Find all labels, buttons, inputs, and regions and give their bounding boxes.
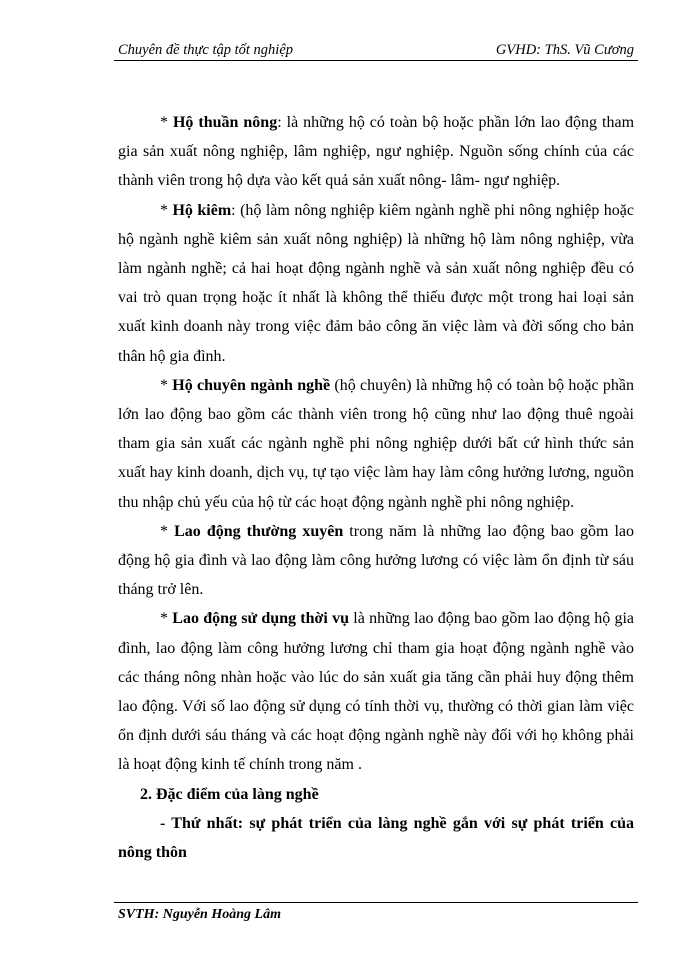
header-course-title: Chuyên đề thực tập tốt nghiệp — [118, 42, 294, 58]
paragraph-ho-chuyen: * Hộ chuyên ngành nghề (hộ chuyên) là những hộ có toàn bộ hoặc phần lớn lao động bao gồm các thành viên trong hộ cũng như lao động thuê ngoài tham gia sản xuất các ngành nghề phi nông nghiệp dưới bất cứ hình thức sản xuất hay kinh doanh, dịch vụ, tự tạo việc làm hay làm công hưởng lương, nguồn thu nhập chủ yếu của hộ từ các hoạt động ngành nghề phi nông nghiệp. — [118, 376, 635, 511]
page-footer — [114, 902, 638, 922]
document-body — [118, 108, 634, 867]
term-ho-kiem: Hộ kiêm — [172, 201, 232, 219]
term-lao-dong-thoi-vu: Lao động sử dụng thời vụ — [172, 610, 349, 628]
section-point: - Thứ nhất: sự phát triển của làng nghề gắn với sự phát triển của nông thôn — [118, 814, 634, 862]
paragraph-ho-kiem: * Hộ kiêm: (hộ làm nông nghiệp kiêm ngành nghề phi nông nghiệp hoặc hộ ngành nghề kiêm sản xuất nông nghiệp) là những hộ làm nông nghiệp, vừa làm ngành nghề; cả hai hoạt động ngành nghề và sản xuất nông nghiệp đều có vai trò quan trọng hoặc ít nhất là không thể thiếu được một trong hai loại sản xuất kinh doanh này trong việc đảm bảo công ăn việc làm và đời sống cho bản thân hộ gia đình. — [118, 201, 635, 365]
header-advisor: GVHD: ThS. Vũ Cương — [495, 42, 634, 58]
term-ho-chuyen: Hộ chuyên ngành nghề — [172, 376, 331, 394]
paragraph-lao-dong-thoi-vu: * Lao động sử dụng thời vụ là những lao động bao gồm lao động hộ gia đình, lao động làm công hưởng lương chỉ tham gia hoạt động ngành nghề vào các tháng nông nhàn hoặc vào lúc do sản xuất gia tăng cần phải huy động thêm lao động. Với số lao động sử dụng có tính thời vụ, thường có thời gian làm việc ổn định dưới sáu tháng và các hoạt động ngành nghề này đối với họ không phải là hoạt động kinh tế chính trong năm . — [118, 610, 635, 774]
page-header — [114, 40, 638, 61]
term-lao-dong-thuong-xuyen: Lao động thường xuyên — [174, 522, 344, 540]
section-heading: 2. Đặc điểm của làng nghề — [140, 785, 319, 803]
paragraph-lao-dong-thuong-xuyen: * Lao động thường xuyên trong năm là những lao động bao gồm lao động hộ gia đình và lao động làm công hưởng lương có việc làm ổn định từ sáu tháng trở lên. — [118, 522, 635, 599]
footer-student: SVTH: Nguyễn Hoàng Lâm — [118, 907, 281, 922]
term-ho-thuan-nong: Hộ thuần nông — [172, 114, 278, 131]
paragraph-ho-thuan-nong: * Hộ thuần nông: là những hộ có toàn bộ hoặc phần lớn lao động tham gia sản xuất nông nghiệp, lâm nghiệp, ngư nghiệp. Nguồn sống chính của các thành viên trong hộ dựa vào kết quả sản xuất nông- lâm- ngư nghiệp. — [118, 114, 635, 190]
